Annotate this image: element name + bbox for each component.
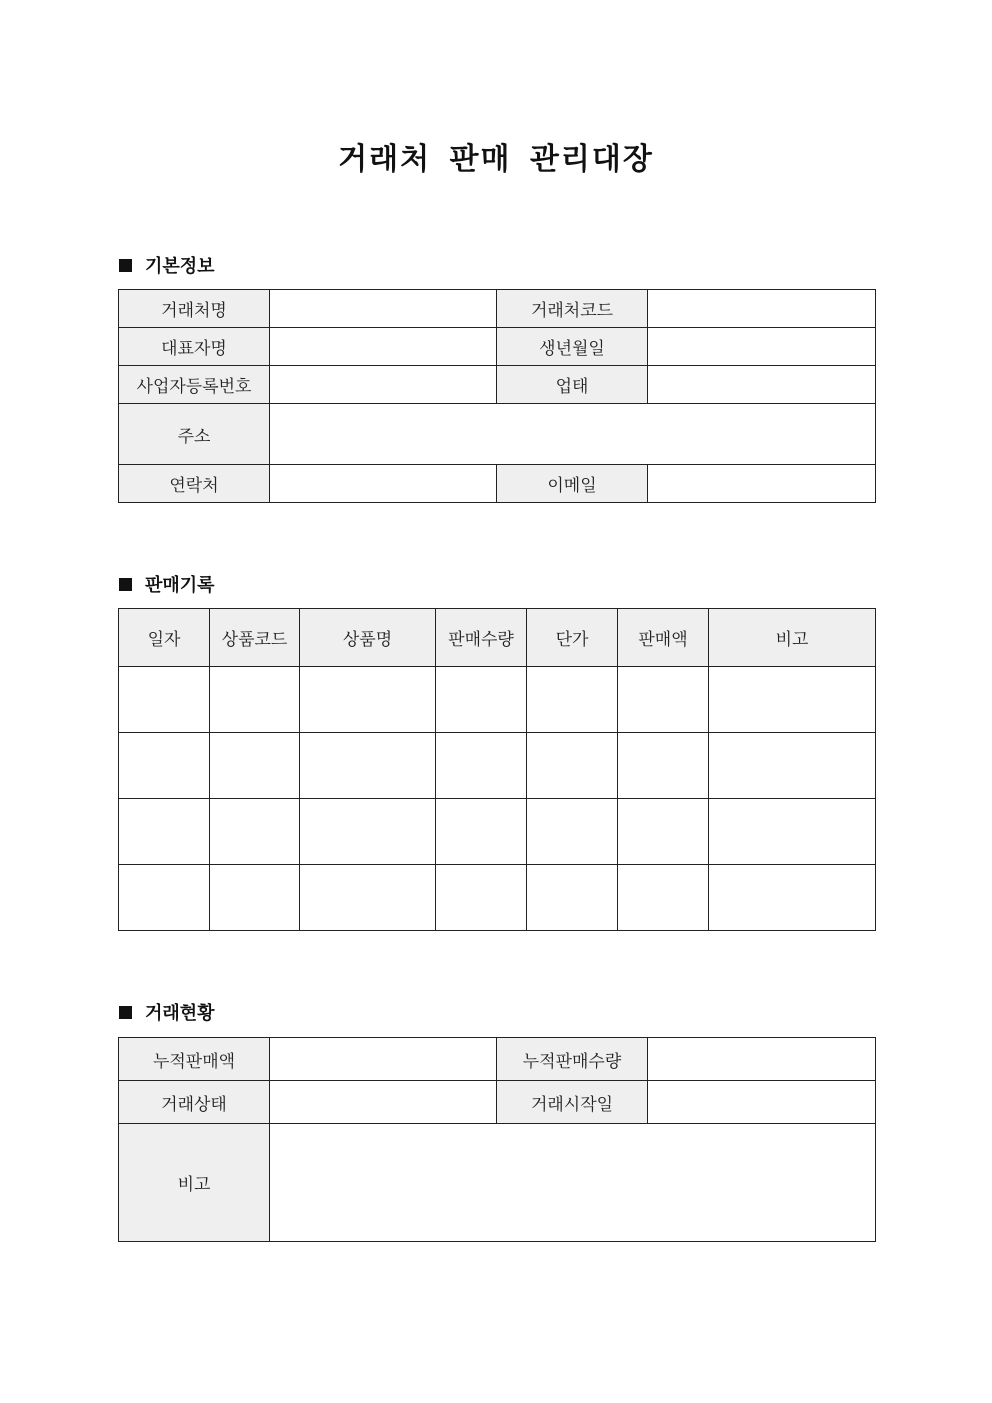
table-row	[119, 733, 876, 799]
address-field[interactable]	[270, 404, 876, 465]
table-header-row	[119, 609, 876, 667]
column-header-product-name: 상품명	[300, 609, 436, 667]
table-row	[119, 667, 876, 733]
cumulative-sales-qty-field[interactable]	[648, 1038, 876, 1081]
remarks-label: 비고	[119, 1124, 270, 1242]
transaction-state-label: 거래상태	[119, 1081, 270, 1124]
basic-info-table	[118, 289, 876, 503]
sales-amount-cell[interactable]	[618, 733, 709, 799]
column-header-product-code: 상품코드	[210, 609, 300, 667]
square-bullet-icon	[119, 578, 132, 591]
business-type-field[interactable]	[648, 366, 876, 404]
cumulative-sales-amount-label: 누적판매액	[119, 1038, 270, 1081]
product-name-cell[interactable]	[300, 667, 436, 733]
section-heading-label: 기본정보	[145, 256, 215, 277]
unit-price-cell[interactable]	[527, 799, 618, 865]
client-name-label: 거래처명	[119, 290, 270, 328]
contact-label: 연락처	[119, 465, 270, 503]
business-type-label: 업태	[497, 366, 648, 404]
sales-amount-cell[interactable]	[618, 799, 709, 865]
remarks-cell[interactable]	[709, 799, 876, 865]
table-row	[119, 366, 876, 404]
date-cell[interactable]	[119, 865, 210, 931]
transaction-state-field[interactable]	[270, 1081, 497, 1124]
column-header-unit-price: 단가	[527, 609, 618, 667]
product-code-cell[interactable]	[210, 799, 300, 865]
product-name-cell[interactable]	[300, 799, 436, 865]
cumulative-sales-amount-field[interactable]	[270, 1038, 497, 1081]
column-header-remarks: 비고	[709, 609, 876, 667]
sales-record-table	[118, 608, 876, 931]
address-label: 주소	[119, 404, 270, 465]
birth-date-field[interactable]	[648, 328, 876, 366]
table-row	[119, 290, 876, 328]
date-cell[interactable]	[119, 733, 210, 799]
quantity-cell[interactable]	[436, 865, 527, 931]
product-name-cell[interactable]	[300, 733, 436, 799]
product-code-cell[interactable]	[210, 733, 300, 799]
business-reg-no-field[interactable]	[270, 366, 497, 404]
cumulative-sales-qty-label: 누적판매수량	[497, 1038, 648, 1081]
start-date-field[interactable]	[648, 1081, 876, 1124]
unit-price-cell[interactable]	[527, 865, 618, 931]
quantity-cell[interactable]	[436, 667, 527, 733]
business-reg-no-label: 사업자등록번호	[119, 366, 270, 404]
table-row	[119, 465, 876, 503]
quantity-cell[interactable]	[436, 733, 527, 799]
client-code-label: 거래처코드	[497, 290, 648, 328]
section-heading-sales-record	[119, 572, 215, 596]
product-name-cell[interactable]	[300, 865, 436, 931]
remarks-field[interactable]	[270, 1124, 876, 1242]
page-title: 거래처 판매 관리대장	[338, 142, 654, 177]
remarks-cell[interactable]	[709, 865, 876, 931]
column-header-sales-amount: 판매액	[618, 609, 709, 667]
email-field[interactable]	[648, 465, 876, 503]
birth-date-label: 생년월일	[497, 328, 648, 366]
email-label: 이메일	[497, 465, 648, 503]
table-row	[119, 1081, 876, 1124]
representative-field[interactable]	[270, 328, 497, 366]
table-row	[119, 799, 876, 865]
unit-price-cell[interactable]	[527, 733, 618, 799]
square-bullet-icon	[119, 1006, 132, 1019]
remarks-cell[interactable]	[709, 667, 876, 733]
section-heading-basic-info	[119, 253, 215, 277]
unit-price-cell[interactable]	[527, 667, 618, 733]
date-cell[interactable]	[119, 667, 210, 733]
table-row	[119, 865, 876, 931]
sales-amount-cell[interactable]	[618, 865, 709, 931]
section-heading-transaction-status	[119, 1000, 215, 1024]
section-heading-label: 판매기록	[145, 575, 215, 596]
remarks-cell[interactable]	[709, 733, 876, 799]
transaction-status-table	[118, 1037, 876, 1242]
table-row	[119, 1038, 876, 1081]
table-row	[119, 1124, 876, 1242]
square-bullet-icon	[119, 259, 132, 272]
representative-label: 대표자명	[119, 328, 270, 366]
table-row	[119, 328, 876, 366]
client-code-field[interactable]	[648, 290, 876, 328]
section-heading-label: 거래현황	[145, 1003, 215, 1024]
date-cell[interactable]	[119, 799, 210, 865]
quantity-cell[interactable]	[436, 799, 527, 865]
client-name-field[interactable]	[270, 290, 497, 328]
sales-amount-cell[interactable]	[618, 667, 709, 733]
product-code-cell[interactable]	[210, 667, 300, 733]
product-code-cell[interactable]	[210, 865, 300, 931]
column-header-date: 일자	[119, 609, 210, 667]
contact-field[interactable]	[270, 465, 497, 503]
table-row	[119, 404, 876, 465]
start-date-label: 거래시작일	[497, 1081, 648, 1124]
column-header-quantity: 판매수량	[436, 609, 527, 667]
